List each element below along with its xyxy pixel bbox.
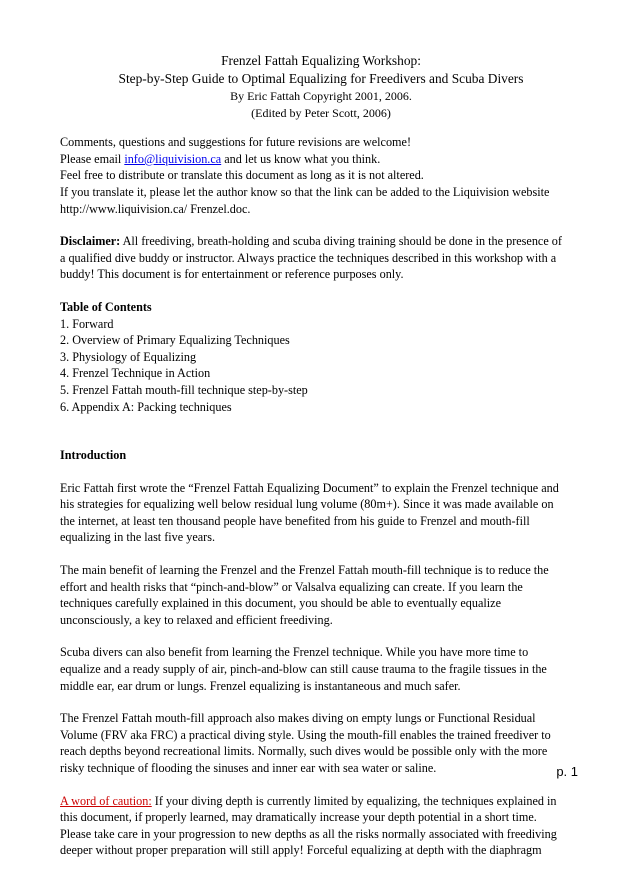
paragraph-line: The Frenzel Fattah mouth-fill approach also makes diving on empty lungs or Functional Residual xyxy=(60,711,536,726)
translate-line: If you translate it, please let the author know so that the link can be added to the Liquivision website xyxy=(60,184,550,199)
document-subtitle: Step-by-Step Guide to Optimal Equalizing for Freedivers and Scuba Divers xyxy=(118,71,524,86)
toc-item: 1. Forward xyxy=(60,316,114,331)
disclaimer-line-2: a qualified dive buddy or instructor. Always practice the techniques described in this workshop with a xyxy=(60,250,557,265)
toc-item: 6. Appendix A: Packing techniques xyxy=(60,399,232,414)
document-title: Frenzel Fattah Equalizing Workshop: xyxy=(221,53,421,68)
disclaimer-block xyxy=(60,233,582,283)
paragraph-line: Please take care in your progression to new depths as all the risks normally associated with freediving xyxy=(60,826,557,841)
disclaimer-line-1: Disclaimer: All freediving, breath-holding and scuba diving training should be done in the presence of xyxy=(60,234,562,249)
website-url: http://www.liquivision.ca/ Frenzel.doc. xyxy=(60,201,251,216)
toc-item: 5. Frenzel Fattah mouth-fill technique step-by-step xyxy=(60,382,308,397)
document-page xyxy=(60,52,582,875)
author-line: By Eric Fattah Copyright 2001, 2006. xyxy=(230,89,412,103)
paragraph-line: middle ear, ear drum or lungs. Frenzel equalizing is instantaneous and much safer. xyxy=(60,678,461,693)
table-of-contents xyxy=(60,299,582,415)
toc-heading: Table of Contents xyxy=(60,299,152,314)
introduction-heading-block xyxy=(60,447,582,464)
paragraph-line: reach depths beyond recreational limits. Normally, such dives would be possible only with the more xyxy=(60,744,548,759)
introduction-heading: Introduction xyxy=(60,448,127,463)
editor-line: (Edited by Peter Scott, 2006) xyxy=(251,105,391,120)
toc-item: 4. Frenzel Technique in Action xyxy=(60,366,211,381)
distribute-line: Feel free to distribute or translate this document as long as it is not altered. xyxy=(60,168,424,183)
paragraph-line: The main benefit of learning the Frenzel and the Frenzel Fattah mouth-fill technique is to reduce the xyxy=(60,563,549,578)
spacer xyxy=(60,431,582,447)
caution-label: A word of caution: xyxy=(60,793,152,808)
email-prefix: Please email xyxy=(60,151,125,166)
disclaimer-label: Disclaimer: xyxy=(60,234,121,249)
page-number: p. 1 xyxy=(556,764,578,779)
intro-paragraph-3 xyxy=(60,644,582,694)
disclaimer-line-3: buddy! This document is for entertainment or reference purposes only. xyxy=(60,267,404,282)
paragraph-line: unconsciously, a key to relaxed and efficient freediving. xyxy=(60,612,333,627)
paragraph-line: equalizing in the last five years. xyxy=(60,530,215,545)
paragraph-line: techniques carefully explained in this document, you should be able to eventually equalize xyxy=(60,596,501,611)
toc-item: 3. Physiology of Equalizing xyxy=(60,349,197,364)
paragraph-line: effort and health risks that “pinch-and-blow” or Valsalva equalizing can create. If you learn the xyxy=(60,579,523,594)
paragraph-line: this document, if properly learned, may dramatically increase your depth potential in a short time. xyxy=(60,810,537,825)
paragraph-line: his strategies for equalizing well below residual lung volume (80m+). Since it was made available on xyxy=(60,497,554,512)
paragraph-line: the internet, at least ten thousand people have benefited from his guide to Frenzel and mouth-fill xyxy=(60,513,530,528)
paragraph-line: Eric Fattah first wrote the “Frenzel Fattah Equalizing Document” to explain the Frenzel technique and xyxy=(60,480,559,495)
paragraph-line: deeper without proper preparation will still apply! Forceful equalizing at depth with the diaphragm xyxy=(60,843,542,858)
email-link[interactable]: info@liquivision.ca xyxy=(124,151,222,166)
paragraph-line: Scuba divers can also benefit from learning the Frenzel technique. While you have more time to xyxy=(60,645,529,660)
toc-item: 2. Overview of Primary Equalizing Techniques xyxy=(60,333,290,348)
comments-block xyxy=(60,134,582,217)
intro-paragraph-4 xyxy=(60,710,582,776)
intro-paragraph-2 xyxy=(60,562,582,628)
intro-paragraph-1 xyxy=(60,480,582,546)
email-line xyxy=(60,151,582,168)
comments-line: Comments, questions and suggestions for future revisions are welcome! xyxy=(60,135,411,150)
paragraph-line: equalize and a ready supply of air, pinch-and-blow can still cause trauma to the fragile tissues in the xyxy=(60,662,547,677)
document-header xyxy=(60,52,582,121)
email-suffix: and let us know what you think. xyxy=(221,151,381,166)
paragraph-line: risky technique of flooding the sinuses and inner ear with sea water or saline. xyxy=(60,761,437,775)
paragraph-line: Volume (FRV aka FRC) a practical diving style. Using the mouth-fill enables the trained freediver to xyxy=(60,727,551,742)
paragraph-line: A word of caution: If your diving depth is currently limited by equalizing, the techniques explained in xyxy=(60,793,557,808)
